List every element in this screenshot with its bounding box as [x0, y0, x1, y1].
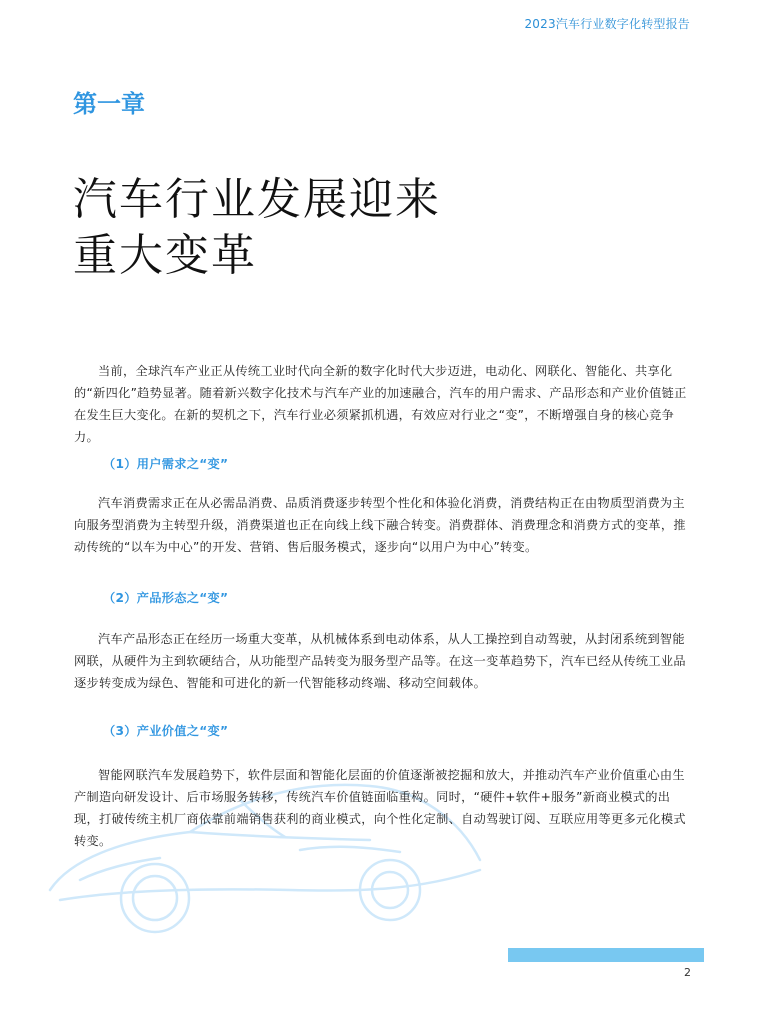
- section-heading-industry-value: （3）产业价值之“变”: [103, 724, 229, 738]
- intro-paragraph: 当前，全球汽车产业正从传统工业时代向全新的数字化时代大步迈进，电动化、网联化、智能化、共享化的“新四化”趋势显著。随着新兴数字化技术与汽车产业的加速融合，汽车的用户需求、产品形态和产业价值链正在发生巨大变化。在新的契机之下，汽车行业必须紧抓机遇，有效应对行业之“变”，不断增强自身的核心竞争力。: [74, 364, 687, 444]
- chapter-title-line-1: 汽车行业发展迎来: [73, 174, 441, 225]
- section-heading-product-form: （2）产品形态之“变”: [103, 591, 229, 605]
- section-body-industry-value: 智能网联汽车发展趋势下，软件层面和智能化层面的价值逐渐被挖掘和放大，并推动汽车产业价值重心由生产制造向研发设计、后市场服务转移，传统汽车价值链面临重构。同时，“硬件+软件+服务”新商业模式的出现，打破传统主机厂商依靠前端销售获利的商业模式，向个性化定制、自动驾驶订阅、互联应用等更多元化模式转变。: [74, 768, 686, 848]
- page-number: 2: [684, 966, 691, 979]
- footer-accent-bar: [508, 948, 704, 962]
- report-header-title: 2023汽车行业数字化转型报告: [524, 17, 690, 31]
- chapter-title-line-2: 重大变革: [73, 230, 257, 281]
- section-body-product-form: 汽车产品形态正在经历一场重大变革，从机械体系到电动体系，从人工操控到自动驾驶，从封闭系统到智能网联，从硬件为主到软硬结合，从功能型产品转变为服务型产品等。在这一变革趋势下，汽车已经从传统工业品逐步转变成为绿色、智能和可进化的新一代智能移动终端、移动空间载体。: [74, 632, 686, 690]
- chapter-label: 第一章: [73, 90, 145, 118]
- section-heading-user-demand: （1）用户需求之“变”: [103, 457, 229, 471]
- section-body-user-demand: 汽车消费需求正在从必需品消费、品质消费逐步转型个性化和体验化消费，消费结构正在由物质型消费为主向服务型消费为主转型升级，消费渠道也正在向线上线下融合转变。消费群体、消费理念和消费方式的变革，推动传统的“以车为中心”的开发、营销、售后服务模式，逐步向“以用户为中心”转变。: [74, 496, 686, 554]
- chapter-title: [73, 172, 441, 284]
